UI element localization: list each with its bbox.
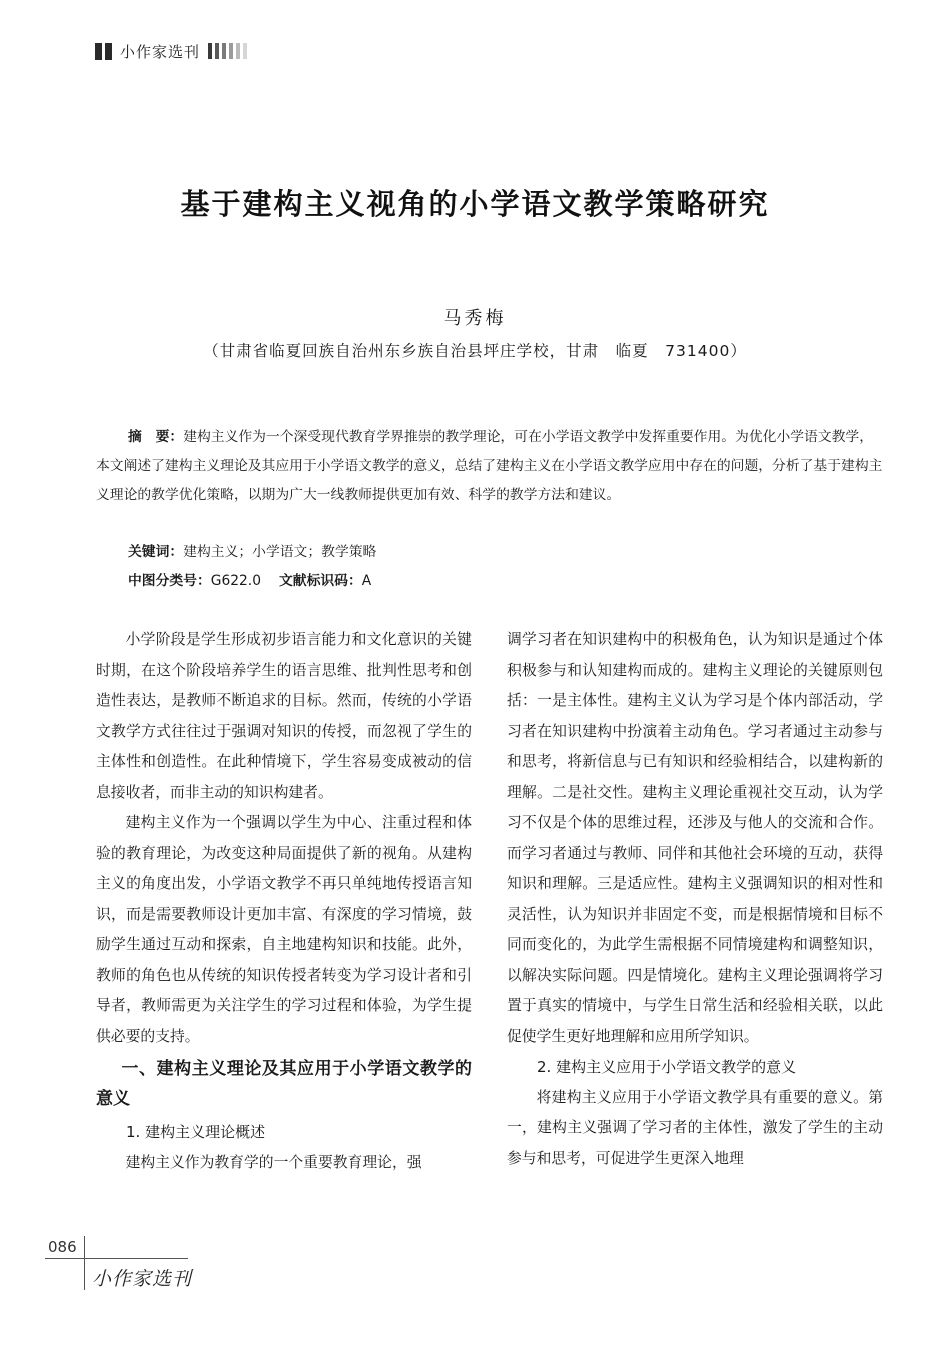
body-paragraph: 将建构主义应用于小学语文教学具有重要的意义。第一，建构主义强调了学习者的主体性，激发了学生的主动参与和思考，可促进学生更深入地理	[507, 1088, 883, 1167]
keywords	[128, 540, 376, 560]
keywords-text: 建构主义；小学语文；教学策略	[183, 544, 377, 560]
subsection-heading: 1. 建构主义理论概述	[126, 1123, 266, 1141]
abstract-label: 摘 要：	[128, 429, 184, 445]
right-column	[507, 625, 883, 1174]
journal-logo: 小作家选刊	[92, 1268, 193, 1290]
clc-label: 中图分类号：	[128, 573, 211, 589]
left-column	[96, 625, 472, 1178]
body-paragraph: 小学阶段是学生形成初步语言能力和文化意识的关键时期，在这个阶段培养学生的语言思维、批判性思考和创造性表达，是教师不断追求的目标。然而，传统的小学语文教学方式往往过于强调对知识的传授，而忽视了学生的主体性和创造性。在此种情境下，学生容易变成被动的信息接收者，而非主动的知识构建者。	[96, 631, 472, 801]
doc-code-value: A	[361, 573, 372, 589]
running-header	[95, 36, 250, 66]
classification	[128, 569, 371, 589]
keywords-label: 关键词：	[128, 544, 184, 560]
article-title: 基于建构主义视角的小学语文教学策略研究	[180, 187, 770, 221]
journal-name: 小作家选刊	[120, 42, 201, 61]
body-paragraph: 建构主义作为教育学的一个重要教育理论，强	[125, 1153, 422, 1171]
author-name: 马秀梅	[443, 308, 507, 329]
body-paragraph: 调学习者在知识建构中的积极角色，认为知识是通过个体积极参与和认知建构而成的。建构主义理论的关键原则包括：一是主体性。建构主义认为学习是个体内部活动，学习者在知识建构中扮演着主动角色。学习者通过主动参与和思考，将新信息与已有知识和经验相结合，以建构新的理解。二是社交性。建构主义理论重视社交互动，认为学习不仅是个体的思维过程，还涉及与他人的交流和合作。而学习者通过与教师、同伴和其他社会环境的互动，获得知识和理解。三是适应性。建构主义强调知识的相对性和灵活性，认为知识并非固定不变，而是根据情境和目标不同而变化的，为此学生需根据不同情境建构和调整知识，以解决实际问题。四是情境化。建构主义理论强调将学习置于真实的情境中，与学生日常生活和经验相关联，以此促使学生更好地理解和应用所学知识。	[507, 631, 883, 1045]
header-stripes	[208, 43, 250, 59]
body-paragraph: 建构主义作为一个强调以学生为中心、注重过程和体验的教育理论，为改变这种局面提供了新的视角。从建构主义的角度出发，小学语文教学不再只单纯地传授语言知识，而是需要教师设计更加丰富、有深度的学习情境，鼓励学生通过互动和探索，自主地建构知识和技能。此外，教师的角色也从传统的知识传授者转变为学习设计者和引导者，教师需更为关注学生的学习过程和体验，为学生提供必要的支持。	[96, 814, 472, 1045]
subsection-heading: 2. 建构主义应用于小学语文教学的意义	[537, 1058, 797, 1076]
doc-code-label: 文献标识码：	[278, 573, 362, 589]
clc-value: G622.0	[210, 573, 261, 589]
author-affiliation: （甘肃省临夏回族自治州东乡族自治县坪庄学校，甘肃 临夏 731400）	[203, 342, 747, 360]
header-bar	[105, 43, 112, 60]
header-bar	[95, 43, 102, 60]
abstract-text: 建构主义作为一个深受现代教育学界推崇的教学理论，可在小学语文教学中发挥重要作用。为优化小学语文教学，本文阐述了建构主义理论及其应用于小学语文教学的意义，总结了建构主义在小学语文教学应用中存在的问题，分析了基于建构主义理论的教学优化策略，以期为广大一线教师提供更加有效、科学的教学方法和建议。	[96, 429, 883, 503]
abstract	[96, 423, 886, 510]
footer-rule	[45, 1258, 188, 1259]
page-number: 086	[48, 1238, 77, 1256]
footer-rule	[84, 1236, 85, 1290]
section-heading: 一、建构主义理论及其应用于小学语文教学的意义	[96, 1059, 472, 1109]
